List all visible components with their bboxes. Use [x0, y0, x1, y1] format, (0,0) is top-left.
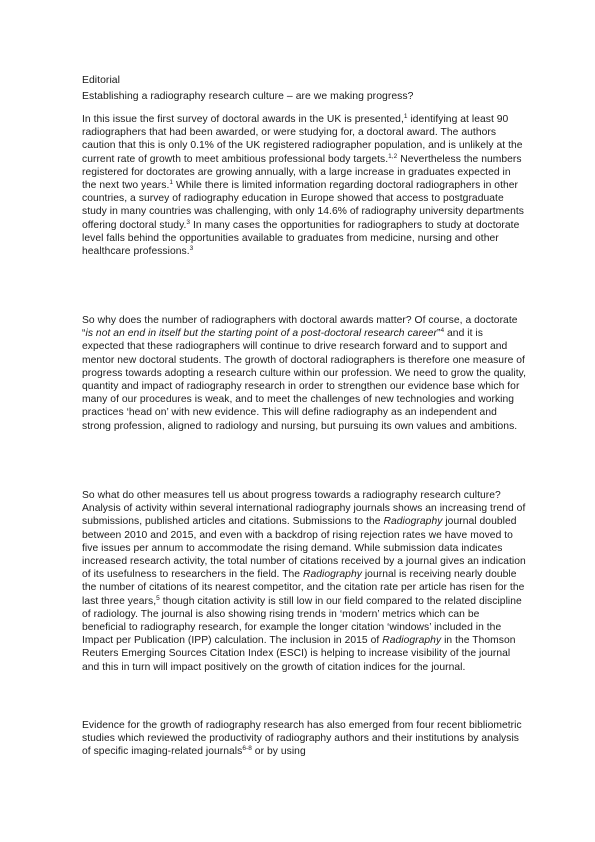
citation-ref: 1: [169, 179, 174, 187]
text-run: Evidence for the growth of radiography research has also emerged from four recent bibliometric studies which reviewed the productivity of radiography authors and their institutions by analysis of specific imaging-related journals: [82, 720, 522, 758]
paragraph-2: [82, 314, 526, 433]
text-run: and it is expected that these radiographers will continue to drive research forward and to support and mentor new doctoral students. The growth of doctoral radiographers is therefore one measure of progress towards adopting a research culture within our profession. We need to grow the quality, quantity and impact of radiography research in order to strengthen our evidence base which for many of our procedures is weak, and to meet the challenges of new technologies and working practices ‘head on’ with new evidence. This will define radiography as an independent and strong profession, aligned to radiology and nursing, but pursuing its own values and ambitions.: [82, 328, 526, 432]
text-run: Nevertheless the numbers registered for doctorates are growing annually, with a large increase in graduates expected in the next two years.: [82, 153, 522, 192]
text-run: in the Thomson Reuters Emerging Sources Citation Index (ESCI) is helping to increase visibility of the journal and this in turn will impact positively on the growth of citation indices for the journal.: [82, 635, 516, 673]
citation-ref: 1: [403, 113, 408, 120]
paragraph-4: [82, 719, 526, 759]
text-run: journal is receiving nearly double the number of citations of its nearest competitor, and the citation rate per article has risen for the last three years,: [82, 569, 525, 607]
text-run: So what do other measures tell us about progress towards a radiography research culture? Analysis of activity within several international radiography journals shows an increasing trend of submissions, published articles and citations. Submissions to the: [82, 490, 526, 528]
italic-text: Radiography: [303, 569, 362, 581]
article-title: Establishing a radiography research culture – are we making progress?: [82, 90, 414, 102]
text-run: though citation activity is still low in our field compared to the related discipline of radiology. The journal is also showing rising trends in ‘modern’ metrics which can be beneficial to radiography research, for example the longer citation ‘windows’ included in the Impact per Publication (IPP) calculation. The inclusion in 2015 of: [82, 595, 522, 647]
text-run: In many cases the opportunities for radiographers to study at doctorate level falls behind the opportunities available to graduates from medicine, nursing and other healthcare professions.: [82, 219, 520, 258]
citation-ref: 3: [189, 245, 194, 253]
text-run: identifying at least 90 radiographers that had been awarded, or were studying for, a doctoral award. The authors caution that this is only 0.1% of the UK registered radiographer population, and is unlikely at the current rate of growth to meet ambitious professional body targets.: [82, 114, 523, 165]
section-label: Editorial: [82, 75, 120, 86]
text-run: journal doubled between 2010 and 2015, and even with a backdrop of rising rejection rates we have moved to five issues per annum to accommodate the rising demand. While submission data indicates increased research activity, the total number of citations received by a journal gives an indication of its usefulness to researchers in the field. The: [82, 516, 526, 581]
italic-text: Radiography: [383, 516, 443, 528]
paragraph-text: [82, 489, 526, 674]
paragraph-text: [82, 113, 526, 258]
article-header: [82, 73, 526, 104]
citation-ref: 3: [186, 218, 191, 226]
paragraph-3: [82, 489, 526, 674]
paragraph-1: [82, 113, 526, 258]
citation-ref: 5: [156, 594, 160, 602]
text-run: So why does the number of radiographers with doctoral awards matter? Of course, a doctorate “: [82, 315, 518, 340]
paragraph-text: [82, 314, 526, 433]
citation-ref: 6-8: [242, 745, 252, 753]
italic-text: Radiography: [382, 635, 442, 647]
text-run: In this issue the first survey of doctoral awards in the UK is presented,: [82, 114, 404, 125]
italic-text: is not an end in itself but the starting point of a post-doctoral research career: [85, 328, 437, 340]
text-run: or by using: [251, 746, 306, 758]
text-run: ”: [436, 328, 441, 340]
text-run: While there is limited information regarding doctoral radiographers in other countries, a survey of radiography education in Europe showed that access to postgraduate study in many countries was challenging, with only 14.6% of radiography university departments offering doctoral study.: [82, 180, 524, 231]
citation-ref: 1,2: [388, 152, 398, 160]
paragraph-text: [82, 719, 526, 759]
citation-ref: 4: [440, 327, 445, 335]
